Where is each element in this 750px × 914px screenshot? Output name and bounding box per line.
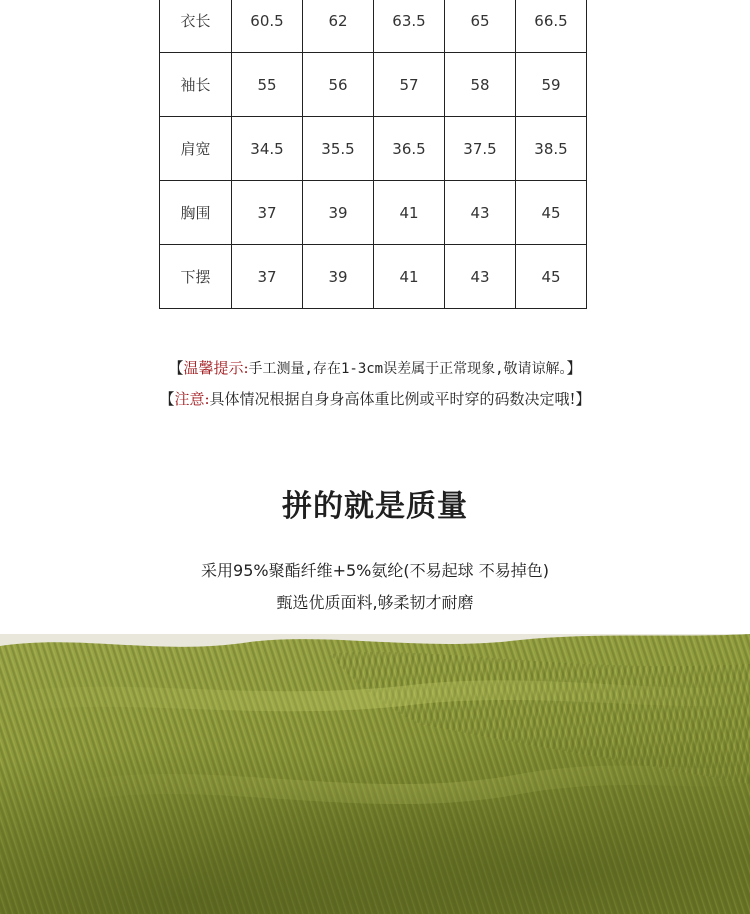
- table-cell: 45: [516, 245, 587, 309]
- table-cell: 59: [516, 53, 587, 117]
- table-row: [160, 0, 587, 53]
- tip-text: 手工测量,存在1-3cm误差属于正常现象,敬请谅解。: [248, 361, 567, 377]
- table-cell: 37: [232, 181, 303, 245]
- table-cell: 37: [232, 245, 303, 309]
- table-cell: 35.5: [303, 117, 374, 181]
- table-cell: 39: [303, 181, 374, 245]
- bracket-open: 【: [168, 359, 184, 377]
- quality-description: 甄选优质面料,够柔韧才耐磨: [276, 593, 474, 612]
- table-row: [160, 117, 587, 181]
- fabric-texture: [0, 634, 750, 914]
- table-cell: 55: [232, 53, 303, 117]
- table-cell: 62: [303, 0, 374, 53]
- row-label: 胸围: [160, 181, 232, 245]
- table-row: [160, 53, 587, 117]
- table-cell: 66.5: [516, 0, 587, 53]
- table-cell: 56: [303, 53, 374, 117]
- table-cell: 34.5: [232, 117, 303, 181]
- bracket-close: 】: [566, 359, 582, 377]
- table-cell: 60.5: [232, 0, 303, 53]
- material-description: 采用95%聚酯纤维+5%氨纶(不易起球 不易掉色): [201, 561, 549, 580]
- attention-text: 具体情况根据自身身高体重比例或平时穿的码数决定哦!: [209, 390, 576, 408]
- bracket-open: 【: [159, 390, 175, 408]
- attention-label: 注意:: [174, 390, 210, 408]
- table-cell: 43: [445, 245, 516, 309]
- table-cell: 41: [374, 181, 445, 245]
- row-label: 肩宽: [160, 117, 232, 181]
- row-label: 衣长: [160, 0, 232, 53]
- table-row: [160, 181, 587, 245]
- row-label: 下摆: [160, 245, 232, 309]
- table-cell: 37.5: [445, 117, 516, 181]
- table-cell: 58: [445, 53, 516, 117]
- row-label: 袖长: [160, 53, 232, 117]
- feature-headline: 拼的就是质量: [282, 489, 468, 524]
- attention-note: [0, 389, 750, 409]
- table-cell: 39: [303, 245, 374, 309]
- size-table: [159, 0, 587, 309]
- table-cell: 38.5: [516, 117, 587, 181]
- tip-label: 温馨提示:: [183, 359, 249, 377]
- measurement-tip: [0, 358, 750, 379]
- fabric-closeup-image: [0, 634, 750, 914]
- table-cell: 36.5: [374, 117, 445, 181]
- table-cell: 57: [374, 53, 445, 117]
- table-cell: 63.5: [374, 0, 445, 53]
- bracket-close: 】: [575, 390, 591, 408]
- table-cell: 65: [445, 0, 516, 53]
- table-cell: 41: [374, 245, 445, 309]
- table-cell: 43: [445, 181, 516, 245]
- table-row: [160, 245, 587, 309]
- table-cell: 45: [516, 181, 587, 245]
